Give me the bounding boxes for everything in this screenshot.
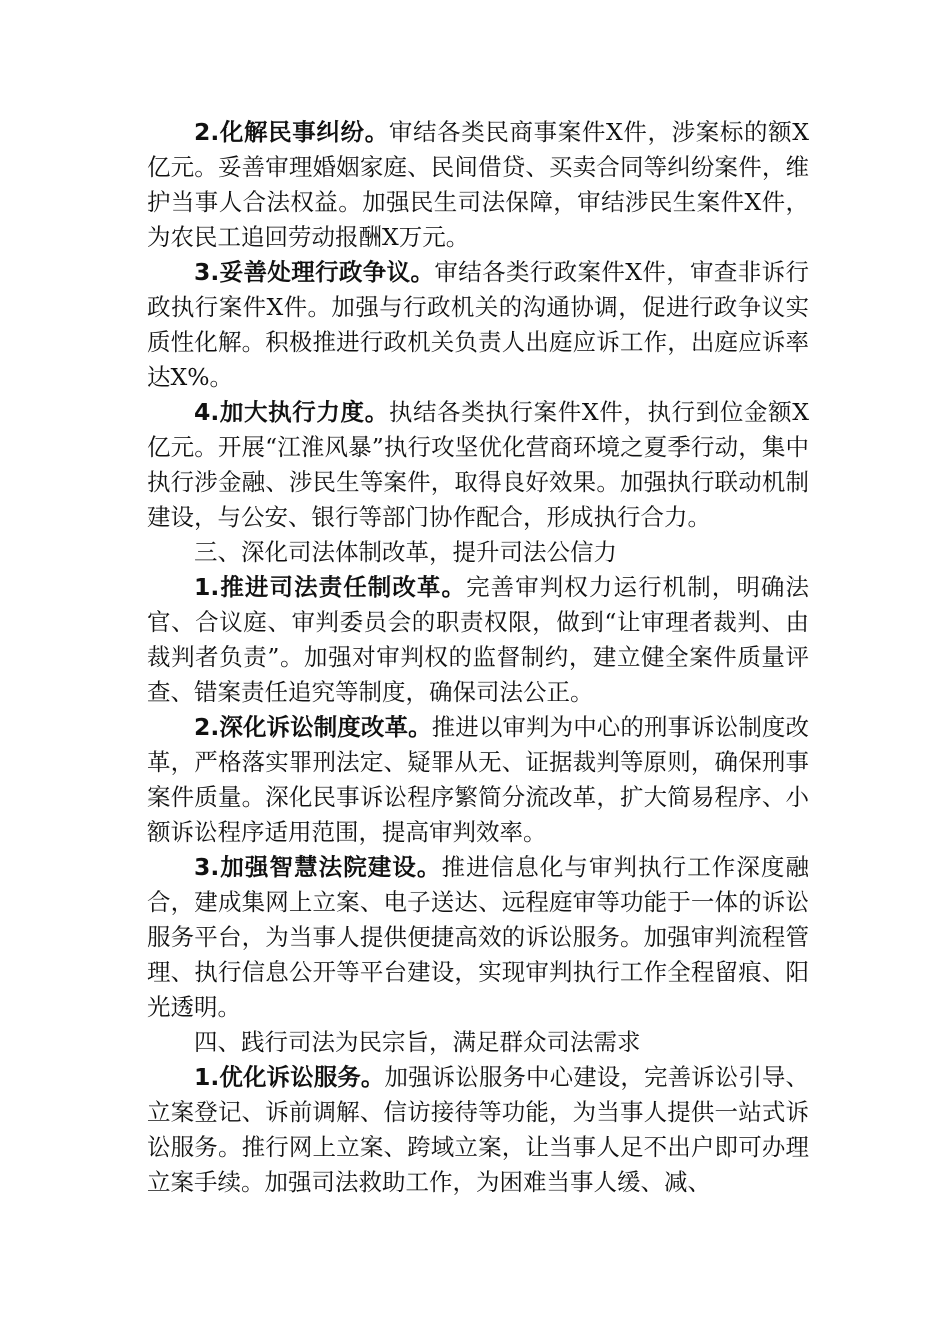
paragraph-administrative-disputes: [147, 255, 809, 395]
section-heading-serve-people: 四、践行司法为民宗旨，满足群众司法需求: [194, 1028, 641, 1056]
paragraph-smart-court: [147, 850, 809, 1025]
paragraph-lead: 1.推进司法责任制改革。: [194, 573, 467, 601]
paragraph-lead: 4.加大执行力度。: [194, 398, 389, 426]
paragraph-lead: 2.化解民事纠纷。: [194, 118, 389, 146]
paragraph-litigation-services: [147, 1060, 809, 1200]
paragraph-body: 执结各类执行案件X件，执行到位金额X亿元。开展“江淮风暴”执行攻坚优化营商环境之夏季行动，集中执行涉金融、涉民生等案件，取得良好效果。加强执行联动机制建设，与公安、银行等部门协作配合，形成执行合力。: [147, 398, 809, 531]
paragraph-lead: 2.深化诉讼制度改革。: [194, 713, 432, 741]
section-heading-judicial-reform: 三、深化司法体制改革，提升司法公信力: [194, 538, 617, 566]
document-page: [147, 115, 809, 1200]
paragraph-lead: 1.优化诉讼服务。: [194, 1063, 385, 1091]
paragraph-lead: 3.加强智慧法院建设。: [194, 853, 442, 881]
paragraph-body: 审结各类行政案件X件，审查非诉行政执行案件X件。加强与行政机关的沟通协调，促进行政争议实质性化解。积极推进行政机关负责人出庭应诉工作，出庭应诉率达X%。: [147, 258, 809, 391]
paragraph-body: 推进信息化与审判执行工作深度融合，建成集网上立案、电子送达、远程庭审等功能于一体的诉讼服务平台，为当事人提供便捷高效的诉讼服务。加强审判流程管理、执行信息公开等平台建设，实现审判执行工作全程留痕、阳光透明。: [147, 853, 810, 1021]
paragraph-body: 加强诉讼服务中心建设，完善诉讼引导、立案登记、诉前调解、信访接待等功能，为当事人提供一站式诉讼服务。推行网上立案、跨域立案，让当事人足不出户即可办理立案手续。加强司法救助工作，为困难当事人缓、减、: [147, 1063, 810, 1196]
paragraph-enforcement: [147, 395, 809, 535]
paragraph-body: 完善审判权力运行机制，明确法官、合议庭、审判委员会的职责权限，做到“让审理者裁判、由裁判者负责”。加强对审判权的监督制约，建立健全案件质量评查、错案责任追究等制度，确保司法公正。: [147, 573, 810, 706]
paragraph-body: 审结各类民商事案件X件，涉案标的额X亿元。妥善审理婚姻家庭、民间借贷、买卖合同等纠纷案件，维护当事人合法权益。加强民生司法保障，审结涉民生案件X件，为农民工追回劳动报酬X万元。: [147, 118, 809, 251]
paragraph-civil-disputes: [147, 115, 809, 255]
paragraph-responsibility-reform: [147, 570, 809, 710]
paragraph-litigation-reform: [147, 710, 809, 850]
paragraph-lead: 3.妥善处理行政争议。: [194, 258, 435, 286]
paragraph-body: 推进以审判为中心的刑事诉讼制度改革，严格落实罪刑法定、疑罪从无、证据裁判等原则，确保刑事案件质量。深化民事诉讼程序繁简分流改革，扩大简易程序、小额诉讼程序适用范围，提高审判效率。: [147, 713, 810, 846]
